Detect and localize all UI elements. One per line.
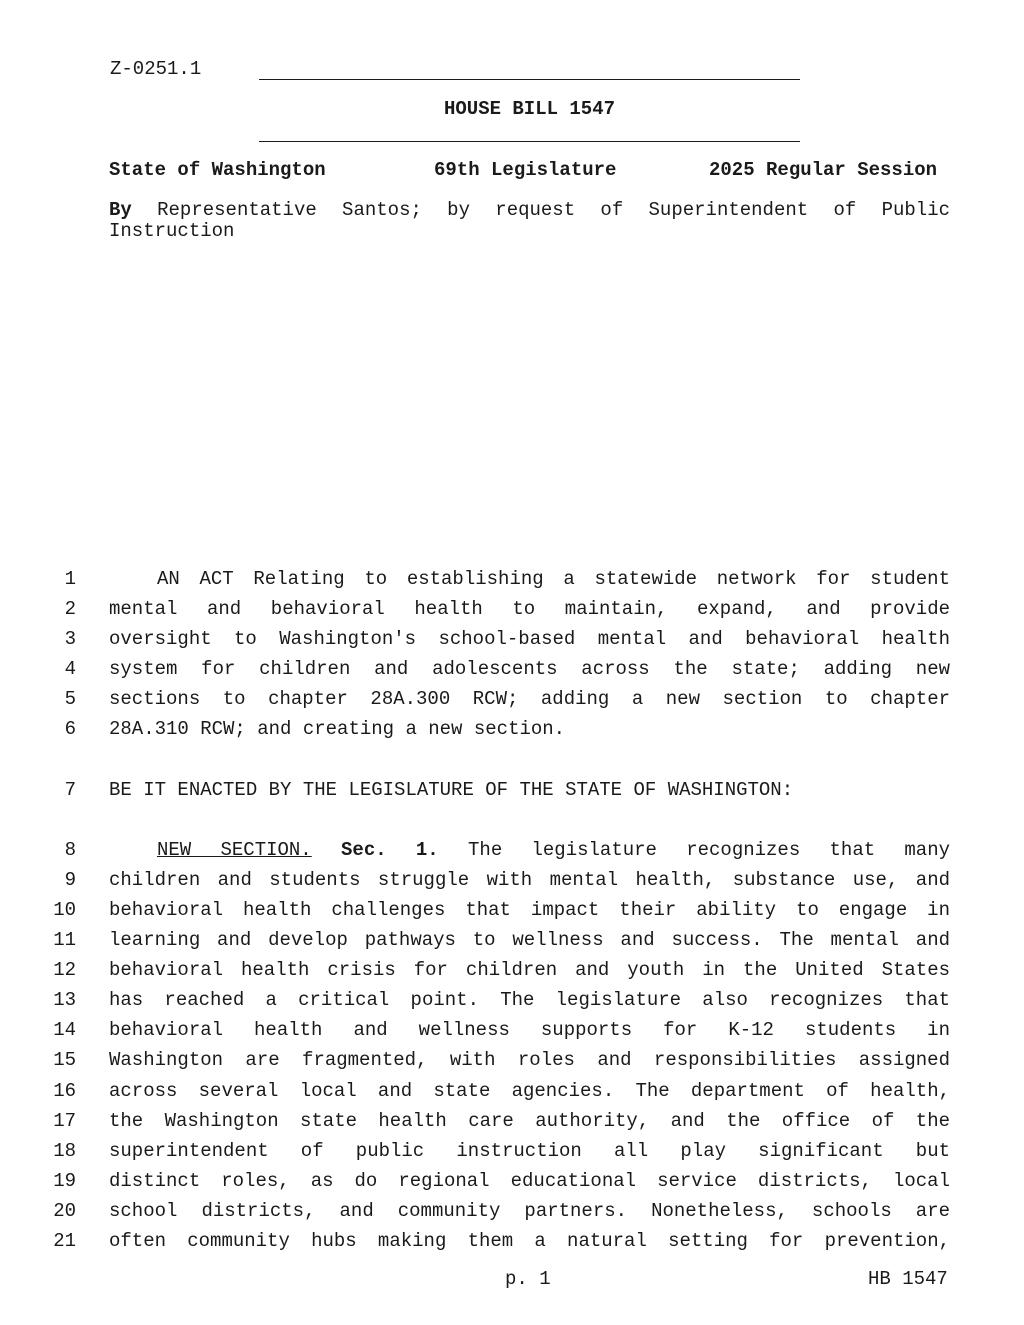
body-line: Washington are fragmented, with roles and responsibilities assigned bbox=[109, 1049, 950, 1071]
section-text: The legislature recognizes that many bbox=[468, 839, 951, 861]
line-number: 19 bbox=[53, 1170, 76, 1192]
body-line: has reached a critical point. The legislature also recognizes that bbox=[109, 989, 950, 1011]
body-line: oversight to Washington's school-based mental and behavioral health bbox=[109, 628, 950, 650]
body-line: often community hubs making them a natural setting for prevention, bbox=[109, 1230, 950, 1252]
line-number: 17 bbox=[53, 1110, 76, 1132]
section-heading-line bbox=[157, 839, 950, 861]
new-section-label: NEW SECTION. bbox=[157, 839, 312, 861]
body-line: superintendent of public instruction all play significant but bbox=[109, 1140, 950, 1162]
line-number: 21 bbox=[53, 1230, 76, 1252]
line-number: 10 bbox=[53, 899, 76, 921]
line-number: 3 bbox=[64, 628, 76, 650]
line-number: 20 bbox=[53, 1200, 76, 1222]
line-number: 9 bbox=[64, 869, 76, 891]
sponsor-line-1 bbox=[109, 199, 950, 221]
footer-bill-id: HB 1547 bbox=[868, 1268, 948, 1290]
header-session: 2025 Regular Session bbox=[709, 159, 938, 181]
body-line: across several local and state agencies. The department of health, bbox=[109, 1080, 950, 1102]
line-number: 4 bbox=[64, 658, 76, 680]
body-line: school districts, and community partners. Nonetheless, schools are bbox=[109, 1200, 950, 1222]
body-line: sections to chapter 28A.300 RCW; adding a new section to chapter bbox=[109, 688, 950, 710]
title-rule-top bbox=[259, 79, 800, 80]
line-number: 18 bbox=[53, 1140, 76, 1162]
line-number: 14 bbox=[53, 1019, 76, 1041]
body-line: behavioral health crisis for children and youth in the United States bbox=[109, 959, 950, 981]
bill-title: HOUSE BILL 1547 bbox=[443, 98, 616, 120]
body-line: behavioral health challenges that impact their ability to engage in bbox=[109, 899, 950, 921]
header-state: State of Washington bbox=[109, 159, 326, 181]
header-legislature: 69th Legislature bbox=[434, 159, 617, 181]
line-number: 8 bbox=[64, 839, 76, 861]
body-line: AN ACT Relating to establishing a statewide network for student bbox=[157, 568, 950, 590]
sponsor-text: Representative Santos; by request of Superintendent of Public bbox=[157, 199, 950, 221]
body-line: children and students struggle with mental health, substance use, and bbox=[109, 869, 950, 891]
enacting-clause: BE IT ENACTED BY THE LEGISLATURE OF THE STATE OF WASHINGTON: bbox=[109, 779, 794, 801]
document-id: Z-0251.1 bbox=[110, 58, 202, 80]
line-number: 11 bbox=[53, 929, 76, 951]
line-number: 5 bbox=[64, 688, 76, 710]
line-number: 16 bbox=[53, 1080, 76, 1102]
page-number: p. 1 bbox=[505, 1268, 551, 1290]
line-number: 15 bbox=[53, 1049, 76, 1071]
line-number: 13 bbox=[53, 989, 76, 1011]
line-number: 1 bbox=[64, 568, 76, 590]
section-number: Sec. 1. bbox=[341, 839, 439, 861]
title-rule-bottom bbox=[259, 141, 800, 142]
body-line: behavioral health and wellness supports for K-12 students in bbox=[109, 1019, 950, 1041]
body-line: 28A.310 RCW; and creating a new section. bbox=[109, 718, 566, 740]
body-line: learning and develop pathways to wellness and success. The mental and bbox=[109, 929, 950, 951]
body-line: system for children and adolescents across the state; adding new bbox=[109, 658, 950, 680]
line-number: 6 bbox=[64, 718, 76, 740]
line-number: 12 bbox=[53, 959, 76, 981]
sponsor-by: By bbox=[109, 199, 132, 221]
body-line: mental and behavioral health to maintain, expand, and provide bbox=[109, 598, 950, 620]
line-number: 2 bbox=[64, 598, 76, 620]
sponsor-line-2: Instruction bbox=[109, 220, 235, 242]
line-number: 7 bbox=[64, 779, 76, 801]
body-line: the Washington state health care authority, and the office of the bbox=[109, 1110, 950, 1132]
body-line: distinct roles, as do regional educational service districts, local bbox=[109, 1170, 950, 1192]
